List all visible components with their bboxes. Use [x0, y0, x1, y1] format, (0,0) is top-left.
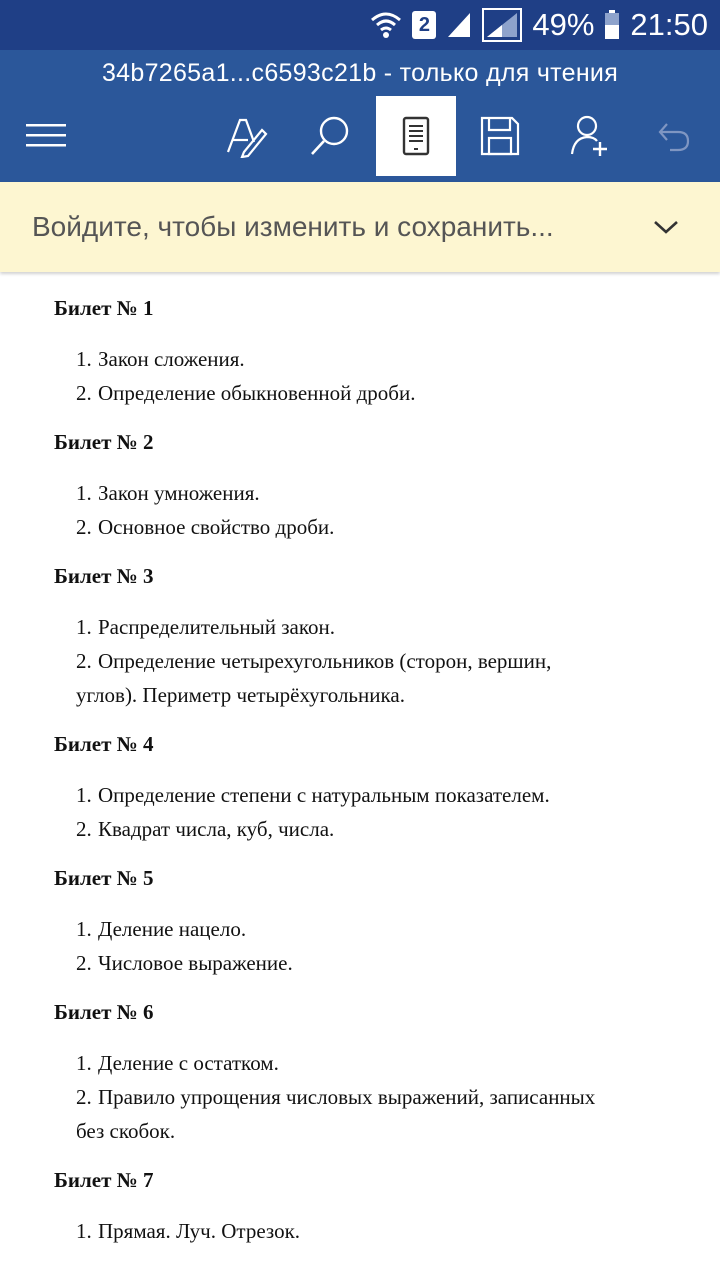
mobile-view-button[interactable]: [376, 96, 456, 176]
chevron-down-icon[interactable]: [636, 197, 696, 257]
ticket-question: [54, 476, 680, 510]
ticket-title: Билет № 4: [54, 732, 154, 756]
sim-icon: 2: [412, 11, 436, 39]
question-text: [98, 1214, 680, 1248]
ticket-title: Билет № 3: [54, 564, 154, 588]
question-number: 1.: [76, 347, 92, 371]
question-number: 1.: [76, 615, 92, 639]
sign-in-banner[interactable]: [0, 182, 720, 272]
document-body[interactable]: [0, 272, 720, 1280]
question-text-line: Закон сложения.: [98, 347, 245, 371]
question-text: [98, 342, 680, 376]
mobile-view-icon: [402, 116, 430, 156]
ticket-title: Билет № 2: [54, 430, 154, 454]
undo-button[interactable]: [634, 96, 714, 176]
ticket-question: [54, 342, 680, 376]
ticket-question-list: [54, 1046, 680, 1148]
save-button[interactable]: [460, 96, 540, 176]
question-text-line: углов). Периметр четырёхугольника.: [76, 683, 405, 707]
question-text-line: без скобок.: [76, 1119, 176, 1143]
question-text-line: Закон умножения.: [98, 481, 260, 505]
question-text-line: Правило упрощения числовых выражений, записанных: [98, 1085, 596, 1109]
search-button[interactable]: [290, 96, 370, 176]
question-text-line: Числовое выражение.: [98, 951, 293, 975]
ticket-section: [54, 730, 680, 846]
question-text-line: Деление с остатком.: [98, 1051, 279, 1075]
ticket-section: [54, 294, 680, 410]
question-text: [98, 812, 680, 846]
ticket-title: Билет № 7: [54, 1168, 154, 1192]
question-text-line: Квадрат числа, куб, числа.: [98, 817, 335, 841]
undo-icon: [656, 118, 692, 154]
ticket-question-list: [54, 476, 680, 544]
question-number: 1.: [76, 1051, 92, 1075]
ticket-question-list: [54, 912, 680, 980]
question-text-line: Основное свойство дроби.: [98, 515, 335, 539]
sign-in-banner-text[interactable]: Войдите, чтобы изменить и сохранить...: [32, 211, 554, 242]
search-icon: [308, 114, 352, 158]
ticket-question: [54, 610, 680, 644]
ticket-title: Билет № 1: [54, 296, 154, 320]
question-number: 2.: [76, 515, 92, 539]
question-text-line: Прямая. Луч. Отрезок.: [98, 1219, 301, 1243]
ticket-section: [54, 998, 680, 1148]
question-text-line: Деление нацело.: [98, 917, 247, 941]
question-text-line: Определение степени с натуральным показателем.: [98, 783, 550, 807]
ticket-question: [54, 812, 680, 846]
question-number: 2.: [76, 817, 92, 841]
ticket-section: [54, 1166, 680, 1248]
question-text: [98, 610, 680, 644]
battery-icon: [604, 10, 620, 40]
question-text: [98, 510, 680, 544]
signal-icon: [446, 11, 472, 39]
status-bar: [0, 0, 720, 50]
question-number: 2.: [76, 381, 92, 405]
question-number: 2.: [76, 649, 92, 673]
question-text: [98, 1046, 680, 1080]
question-text: [98, 376, 680, 410]
question-number: 1.: [76, 783, 92, 807]
share-person-icon: [570, 114, 610, 158]
question-text: [98, 476, 680, 510]
ticket-question: [54, 1080, 680, 1148]
ticket-question: [54, 510, 680, 544]
question-text: [98, 912, 680, 946]
question-number: 1.: [76, 1219, 92, 1243]
question-text: [76, 644, 680, 712]
question-text: [98, 778, 680, 812]
document-title: 34b7265a1...c6593c21b - только для чтения: [0, 50, 720, 96]
question-number: 2.: [76, 1085, 92, 1109]
ticket-title: Билет № 5: [54, 866, 154, 890]
ticket-question: [54, 912, 680, 946]
ticket-question: [54, 1214, 680, 1248]
question-text: [98, 946, 680, 980]
ticket-question-list: [54, 342, 680, 410]
menu-button[interactable]: [6, 96, 86, 176]
ticket-question: [54, 946, 680, 980]
ticket-question: [54, 778, 680, 812]
save-icon: [480, 116, 520, 156]
ticket-question: [54, 1046, 680, 1080]
ticket-section: [54, 864, 680, 980]
question-text-line: Распределительный закон.: [98, 615, 335, 639]
menu-icon: [24, 121, 68, 151]
question-number: 1.: [76, 917, 92, 941]
clock: 21:50: [630, 7, 708, 42]
ticket-question-list: [54, 610, 680, 712]
question-text-line: Определение четырехугольников (сторон, вершин,: [98, 649, 552, 673]
ticket-section: [54, 562, 680, 712]
ticket-section: [54, 428, 680, 544]
battery-percent: 49%: [532, 7, 595, 42]
ticket-question-list: [54, 1214, 680, 1248]
question-number: 1.: [76, 481, 92, 505]
ticket-title: Билет № 6: [54, 1000, 154, 1024]
toolbar: [0, 96, 720, 182]
question-text-line: Определение обыкновенной дроби.: [98, 381, 416, 405]
ticket-question: [54, 376, 680, 410]
question-text: [76, 1080, 680, 1148]
wifi-icon: [370, 10, 402, 40]
ticket-question: [54, 644, 680, 712]
edit-button[interactable]: [206, 96, 286, 176]
share-button[interactable]: [550, 96, 630, 176]
ticket-question-list: [54, 778, 680, 846]
question-number: 2.: [76, 951, 92, 975]
edit-pen-icon: [224, 114, 268, 158]
signal-2-icon: [482, 8, 522, 42]
